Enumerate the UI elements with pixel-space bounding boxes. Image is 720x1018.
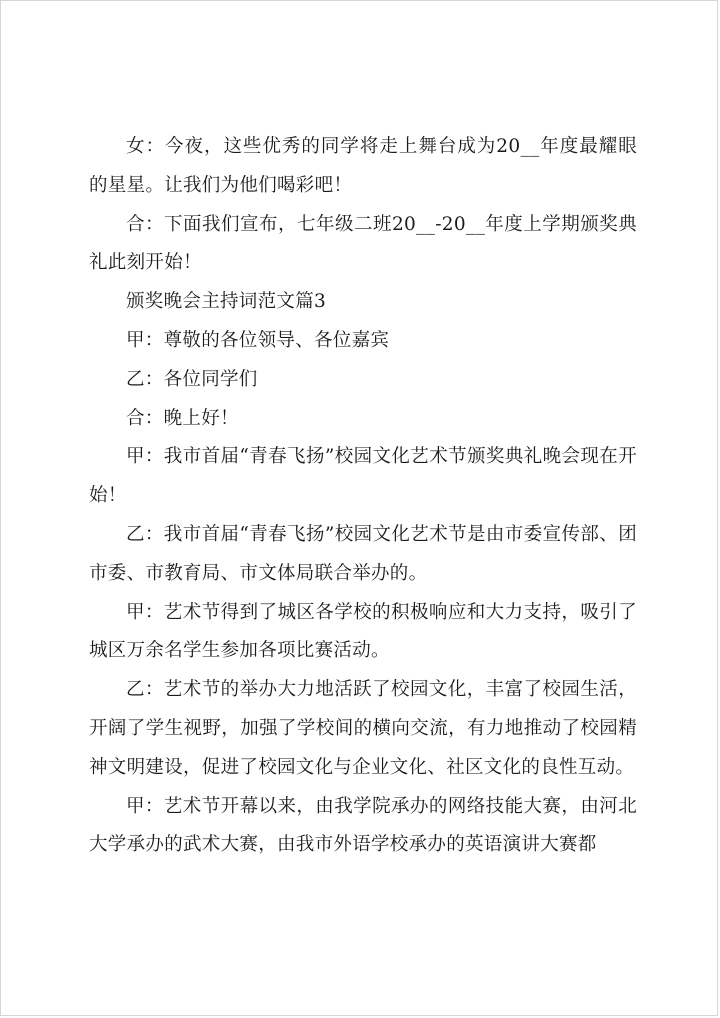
paragraph-11: 甲：艺术节开幕以来，由我学院承办的网络技能大赛，由河北大学承办的武术大赛，由我市外语学校承办的英语演讲大赛都 — [89, 795, 637, 856]
paragraph-2: 合：下面我们宣布，七年级二班20__-20__年度上学期颁奖典礼此刻开始！ — [89, 213, 637, 274]
paragraph-1: 女：今夜，这些优秀的同学将走上舞台成为20__年度最耀眼的星星。让我们为他们喝彩吧！ — [89, 136, 637, 196]
paragraph-9: 甲：艺术节得到了城区各学校的积极响应和大力支持，吸引了城区万余名学生参加各项比赛活动。 — [89, 601, 637, 662]
paragraph-7: 甲：我市首届“青春飞扬”校园文化艺术节颁奖典礼晚会现在开始！ — [89, 446, 637, 507]
paragraph-10: 乙：艺术节的举办大力地活跃了校园文化，丰富了校园生活，开阔了学生视野，加强了学校间的横向交流，有力地推动了校园精神文明建设，促进了校园文化与企业文化、社区文化的良性互动。 — [89, 679, 637, 778]
paragraph-8: 乙：我市首届“青春飞扬”校园文化艺术节是由市委宣传部、团市委、市教育局、市文体局联合举办的。 — [89, 523, 637, 584]
paragraph-5: 乙：各位同学们 — [126, 368, 258, 390]
paragraph-6: 合：晚上好！ — [126, 407, 239, 429]
paragraph-4: 甲：尊敬的各位领导、各位嘉宾 — [126, 329, 390, 351]
section-heading: 颁奖晚会主持词范文篇3 — [126, 291, 327, 313]
document-body — [89, 128, 637, 865]
